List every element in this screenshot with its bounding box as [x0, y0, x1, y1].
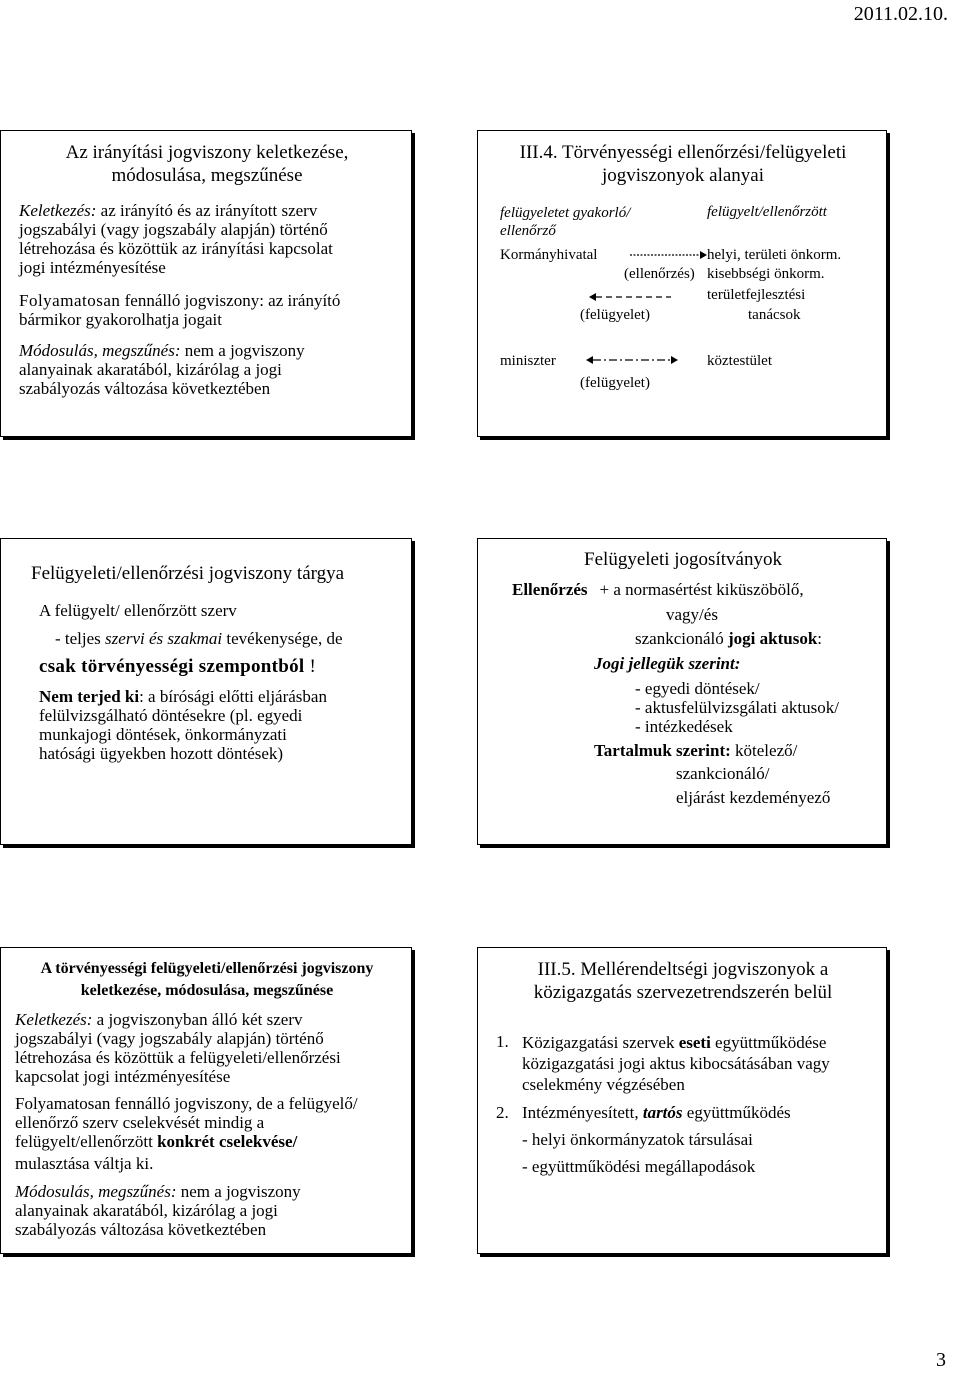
kisebbsegi-onkorm-label: kisebbségi önkorm. — [707, 266, 825, 282]
text-line: jogi intézményesítése — [19, 258, 166, 277]
text-line: alanyainak akaratából, kizárólag a jogi — [19, 360, 282, 379]
list-item-1 — [522, 1032, 830, 1095]
tartos-text: tartós — [642, 1103, 683, 1122]
text-line: jogszabályi (vagy jogszabály alapján) történő — [19, 220, 328, 239]
ellenorzes-label: Ellenőrzés — [512, 580, 588, 599]
keletkezes-label: Keletkezés: — [15, 1010, 93, 1029]
slide-3 — [0, 538, 412, 845]
supervised-heading: felügyelt/ellenőrzött — [707, 204, 827, 220]
sub-item-2: - együttműködési megállapodások — [522, 1157, 756, 1176]
felugyelet-label-1: (felügyelet) — [580, 307, 650, 323]
arrow-kormanyhivatal-helyi — [630, 251, 707, 259]
text-line: felügyeletet gyakorló/ — [500, 205, 631, 221]
list-item-2-number: 2. — [496, 1103, 509, 1122]
page-number: 3 — [936, 1349, 946, 1371]
slide-5-paragraph-2 — [15, 1094, 358, 1173]
slide-4-szankcionalo-line — [635, 629, 822, 648]
slide-5-paragraph-3 — [15, 1182, 301, 1239]
miniszter-label: miniszter — [500, 353, 556, 369]
text-line: Intézményesített, — [522, 1103, 643, 1122]
modosulas-label: Módosulás, megszűnés: — [15, 1182, 177, 1201]
text-line: az irányító és az irányított szerv — [96, 201, 318, 220]
text-line: fennálló jogviszony: az irányító — [120, 291, 341, 310]
slide-4-line-1 — [512, 580, 804, 599]
slide-6-title-line2: közigazgatás szervezetrendszerén belül — [533, 982, 833, 1003]
kormanyhivatal-label: Kormányhivatal — [500, 247, 598, 263]
koztestulet-label: köztestület — [707, 353, 772, 369]
text-line: mulasztása váltja ki. — [15, 1154, 154, 1173]
text-line: együttműködése — [710, 1033, 827, 1052]
slide-4-vagy: vagy/és — [666, 605, 718, 624]
slide-1 — [0, 130, 412, 437]
text-line: Közigazgatási szervek — [522, 1033, 679, 1052]
text-line: szankcionáló — [635, 629, 728, 648]
text-line: - aktusfelülvizsgálati aktusok/ — [635, 698, 839, 717]
slide-5-paragraph-1 — [15, 1010, 341, 1086]
slide-3-line-1: A felügyelt/ ellenőrzött szerv — [39, 601, 237, 620]
text-line: cselekmény végzésében — [522, 1075, 685, 1094]
arrow-teruletfejlesztesi — [589, 293, 671, 301]
text-line: nem a jogviszony — [180, 341, 305, 360]
text-line: a jogviszonyban álló két szerv — [92, 1010, 303, 1029]
eseti-text: eseti — [678, 1033, 711, 1052]
slide-4-list — [635, 679, 839, 736]
slide-5-title-line1: A törvényességi felügyeleti/ellenőrzési jogviszony — [40, 960, 374, 977]
helyi-onkorm-label: helyi, területi önkorm. — [707, 247, 842, 263]
text-line: együttműködés — [682, 1103, 791, 1122]
list-item-2 — [522, 1103, 791, 1122]
slide-1-paragraph-1 — [19, 201, 333, 277]
text-line: + a normasértést kiküszöbölő, — [599, 580, 804, 599]
slide-4 — [477, 538, 887, 845]
text-line: közigazgatási jogi aktus kibocsátásában vagy — [522, 1054, 830, 1073]
text-line: - teljes — [55, 629, 106, 648]
keletkezes-label: Keletkezés: — [19, 201, 97, 220]
text-line: fennálló jogviszony, de a felügyelő/ — [110, 1094, 358, 1113]
tanacsok-label: tanácsok — [748, 307, 801, 323]
modosulas-label: Módosulás, megszűnés: — [19, 341, 181, 360]
text-line: szabályozás változása következtében — [19, 379, 271, 398]
text-line: felülvizsgálható döntésekre (pl. egyedi — [39, 706, 303, 725]
text-line: ! — [309, 656, 317, 677]
slide-2-title-line2: jogviszonyok alanyai — [602, 165, 764, 186]
text-line: : — [817, 629, 823, 648]
text-line: csak törvényességi szempontból — [39, 656, 305, 677]
text-line: ellenőrző — [500, 223, 556, 239]
text-line: nem a jogviszony — [176, 1182, 301, 1201]
slide-4-title: Felügyeleti jogosítványok — [584, 549, 782, 570]
text-line: - egyedi döntések/ — [635, 679, 760, 698]
slide-4-tartalmuk-line — [594, 741, 797, 760]
text-line: szabályozás változása következtében — [15, 1220, 267, 1239]
relation-arrows — [478, 131, 888, 438]
slide-1-title-line1: Az irányítási jogviszony keletkezése, — [65, 142, 349, 163]
slide-6-title — [478, 958, 888, 1004]
text-line: - intézkedések — [635, 717, 733, 736]
text-line: felügyelt/ellenőrzött — [15, 1132, 158, 1151]
text-line: bármikor gyakorolhatja jogait — [19, 310, 222, 329]
slide-1-title — [1, 141, 413, 187]
tartalmuk-label: Tartalmuk szerint: — [594, 741, 731, 760]
text-line: tevékenysége, de — [222, 629, 343, 648]
text-line: : a bírósági előtti eljárásban — [139, 687, 327, 706]
felugyelet-label-2: (felügyelet) — [580, 375, 650, 391]
text-line: munkajogi döntések, önkormányzati — [39, 725, 287, 744]
header-date: 2011.02.10. — [853, 3, 948, 25]
slide-6-title-line1: III.5. Mellérendeltségi jogviszonyok a — [537, 959, 829, 980]
sub-item-1: - helyi önkormányzatok társulásai — [522, 1130, 753, 1149]
slide-1-paragraph-2 — [19, 291, 340, 329]
slide-4-jogi-jelleg: Jogi jellegük szerint: — [594, 654, 741, 673]
text-line: alanyainak akaratából, kizárólag a jogi — [15, 1201, 278, 1220]
slide-3-title: Felügyeleti/ellenőrzési jogviszony tárgya — [31, 563, 345, 584]
text-line: ellenőrző szerv cselekvését mindig a — [15, 1113, 265, 1132]
text-line: létrehozása és közöttük az irányítási kapcsolat — [19, 239, 333, 258]
teruletfejlesztesi-label: területfejlesztési — [707, 287, 806, 303]
folyamatosan-label: Folyamatosan — [15, 1094, 111, 1113]
slide-6 — [477, 947, 887, 1254]
slide-5-title — [1, 958, 413, 1002]
slide-4-eljarast: eljárást kezdeményező — [676, 788, 831, 807]
text-line: hatósági ügyekben hozott döntések) — [39, 744, 284, 763]
text-line: kötelező/ — [730, 741, 798, 760]
text-line: létrehozása és közöttük a felügyeleti/ellenőrzési — [15, 1048, 341, 1067]
konkret-cselekvese-text: konkrét cselekvése/ — [157, 1132, 298, 1151]
arrow-miniszter-koztestulet — [586, 356, 678, 364]
ellenorzes-label: (ellenőrzés) — [624, 266, 695, 282]
nem-terjed-ki-label: Nem terjed ki — [39, 687, 140, 706]
text-line: jogszabályi (vagy jogszabály alapján) történő — [15, 1029, 324, 1048]
slide-1-paragraph-3 — [19, 341, 305, 398]
folyamatosan-label: Folyamatosan — [19, 291, 121, 310]
emphasis-text: szervi és szakmai — [105, 629, 223, 648]
slide-5 — [0, 947, 412, 1254]
slide-5-title-line2: keletkezése, módosulása, megszűnése — [80, 982, 334, 999]
slide-3-paragraph — [39, 687, 327, 763]
slide-4-szankcionalo: szankcionáló/ — [676, 764, 770, 783]
list-item-1-number: 1. — [496, 1032, 509, 1051]
jogi-aktusok-text: jogi aktusok — [728, 629, 818, 648]
text-line: kapcsolat jogi intézményesítése — [15, 1067, 231, 1086]
slide-1-title-line2: módosulása, megszűnése — [111, 165, 303, 186]
slide-3-emphasis-line — [39, 656, 316, 678]
slide-3-line-2 — [55, 629, 343, 648]
slide-2 — [477, 130, 887, 437]
slide-2-title-line1: III.4. Törvényességi ellenőrzési/felügyeleti — [519, 142, 847, 163]
